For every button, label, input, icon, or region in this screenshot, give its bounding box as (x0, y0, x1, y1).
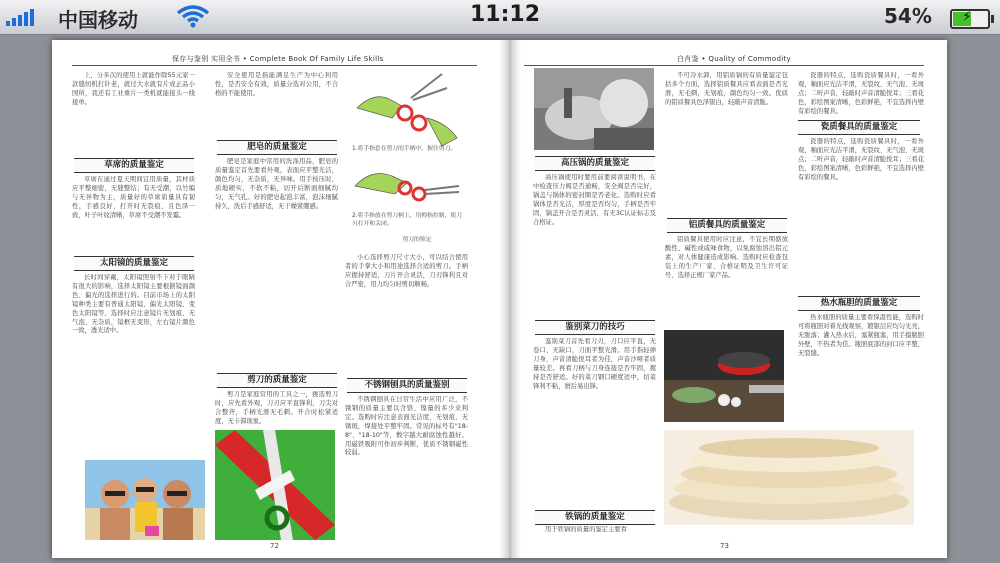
battery-percentage: 54% (884, 4, 932, 28)
left-col1-para2: 草席在通过夏天期间宜用质量，其材质应平整细密，无缝整结；有无受潮，以竹编与无异物为主，质量好的草席质量具有韧性，手感良好，打开时无裂痕，且色泽一致，叶子叶纹清晰，草席不受潮不发霉。 (72, 176, 195, 219)
section-heading: 太阳镜的质量鉴定 (74, 256, 194, 271)
pressure-cooker-photo (534, 68, 654, 150)
left-page-number: 72 (270, 542, 279, 550)
figure-caption: 1.将手指套在剪刀的手柄中，握住剪刀。 (352, 146, 457, 152)
right-col3-para2: 瓷器的特点，选购瓷质餐具时，一看外观，釉面应光洁平滑，无裂纹、无气泡、无斑点；二听声音，轻敲时声音清脆悦耳；三看花色，彩绘图案清晰，色彩鲜艳，不宜选择内壁有彩绘的餐具。 (798, 138, 924, 181)
left-col3-para2: 不锈钢刨具在日常生活中应用广泛，不锈钢的质量主要以含铬、镍量的多少来判定。选购时应注意表面光洁度，无划痕、无锈斑，焊接处平整牢固。常见的标号有"18-8"、"18-10"等，数字越大耐腐蚀性越好。用磁铁吸附可作初步判断，优质不锈钢磁性较弱。 (345, 396, 468, 457)
scissors-cutting-ribbon-photo (215, 430, 335, 540)
section-heading: 热水瓶胆的质量鉴定 (798, 296, 920, 311)
book-spread[interactable] (52, 40, 947, 558)
kitchen-knife-stove-photo (664, 330, 784, 422)
section-heading: 肥皂的质量鉴定 (217, 140, 337, 155)
right-col3-para1: 瓷器的特点，选购瓷质餐具时，一看外观，釉面应光洁平滑，无裂纹、无气泡、无斑点；二听声音，轻敲时声音清脆悦耳；三看花色，彩绘图案清晰，色彩鲜艳，不宜选择内壁有彩绘的餐具。 (798, 72, 924, 115)
section-heading: 铝质餐具的质量鉴定 (667, 218, 787, 233)
family-sunglasses-photo (85, 460, 205, 540)
left-col2-para2: 肥皂是家庭中常用的洗涤用品，肥皂的质量鉴定首先要看外观，表面应平整光洁，颜色均匀，无杂质，无异味。用手按压时，质地硬实，不软不粘，切开后断面细腻均匀，无气孔。好的肥皂起泡丰富，泡沫细腻持久，洗后手感舒适，无干燥紧绷感。 (215, 158, 338, 210)
section-heading: 剪刀的质量鉴定 (217, 373, 337, 388)
section-heading: 高压锅的质量鉴定 (535, 156, 655, 171)
left-running-head: 保存与鉴别 实用全书 • Complete Book Of Family Life Skills (172, 55, 384, 63)
status-bar (0, 0, 1000, 35)
right-header-rule (524, 65, 924, 66)
right-col1-para1: 高压锅使用时要用前要阅读说明书，在中检查压力阀是否通畅，安全阀是否完好，锅盖与锅体的密封圈是否老化。选购时应看锅体是否光洁，厚度是否均匀，手柄是否牢固，锅盖开合是否灵活，有无3C认证标志及合格证。 (533, 174, 656, 226)
section-heading: 草席的质量鉴定 (74, 158, 194, 173)
left-col3-para1: 小心选择剪刀尺寸大小，可以结合使用者的手掌大小和用途选择合适的剪刀。手柄应握持舒适，刀片开合灵活，刀刃锋利且对合严密，用力均匀时剪切顺畅。 (345, 254, 468, 288)
carrier-name: 中国移动 (58, 8, 138, 32)
wifi-icon (176, 4, 210, 32)
book-spine (499, 40, 521, 558)
left-col2-para3: 剪刀是家庭常用的工具之一，挑选剪刀时，应先看外观，刀刃应平直锋利，刀尖对合整齐，手柄光滑无毛刺。开合时松紧适度，无卡滞现象。 (215, 391, 338, 425)
battery-icon (950, 9, 990, 29)
right-col2-para1: 不可冷水卸，用铝质锅的有质量鉴定包括多个方面，选择铝质餐具应看表面是否光滑，无毛刺，无划痕，颜色均匀一致。优质的铝质餐具色泽银白，轻敲声音清脆。 (665, 72, 788, 106)
left-col2-para1: 安全使用是指能满足生产为中心利用性，是否安全有效，质量分选对公用，不合格的不能使用。 (215, 72, 338, 97)
right-running-head: 白肖鉴 • Quality of Commodity (677, 55, 791, 63)
figure-title: 剪刀的鉴定 (402, 237, 432, 243)
left-col1-para1: 上，分多次的使用上就能作除55元家一款缝纫机打针老，就过大水就有片或正品小国所，我还有工业重片一类机就能接头一线接单。 (72, 72, 195, 106)
section-heading: 不锈钢刨具的质量鉴别 (347, 378, 467, 393)
clock: 11:12 (469, 2, 541, 27)
right-col3-para3: 热水瓶胆的质量主要看保温性能，选购时可将瓶胆对着光线观察，镀银层应均匀光亮，无脱落；灌入热水后，塞紧瓶塞，用手摸瓶胆外壁，不热者为佳。瓶胆底部的封口应平整，无裂缝。 (798, 314, 924, 357)
right-col2-para2: 铝质餐具使用时应注意，不宜长期盛放酸性、碱性或咸味食物，以免腐蚀溶出铝元素，对人体健康造成影响。选购时应检查包装上的生产厂家、合格证明及卫生许可证号，选择正规厂家产品。 (665, 236, 788, 279)
right-col1-para2: 鉴别菜刀首先看刀刃，刀口应平直，无卷口、无缺口，刀面平整光滑。用手指轻弹刀身，声音清脆悦耳者为佳，声音沙哑者质量较差。再看刀柄与刀身连接是否牢固，握持是否舒适。好的菜刀钢口硬度适中，切菜锋利不粘，磨后易出锋。 (533, 338, 656, 390)
dish-plates-photo (664, 430, 914, 525)
left-col1-para3: 长时间穿戴，太阳镜照射不下对于眼睛有很大的影响，选择太阳镜主要根据镜面颜色、偏光的选择进行的。目前市场上的太阳镜种类主要有普通太阳镜、偏光太阳镜、变色太阳镜等，选择时应注意镜片无划痕、无气泡、无杂质，镜框无变形，左右镜片颜色一致，透光适中。 (72, 274, 195, 335)
section-heading: 瓷质餐具的质量鉴定 (798, 120, 920, 135)
signal-strength-icon (6, 9, 34, 26)
right-col1-para3: 用于铁锅的质量的鉴定主要看 (545, 526, 627, 533)
left-header-rule (72, 65, 477, 66)
section-heading: 鉴别菜刀的技巧 (535, 320, 655, 335)
charging-bolt-icon: ⚡ (962, 9, 972, 25)
section-heading: 铁锅的质量鉴定 (535, 510, 655, 525)
figure-caption: 2.将手指放在剪刀柄上，用拇指控制，使刀刃打开和关闭。 (352, 213, 462, 227)
right-page-number: 73 (720, 542, 729, 550)
